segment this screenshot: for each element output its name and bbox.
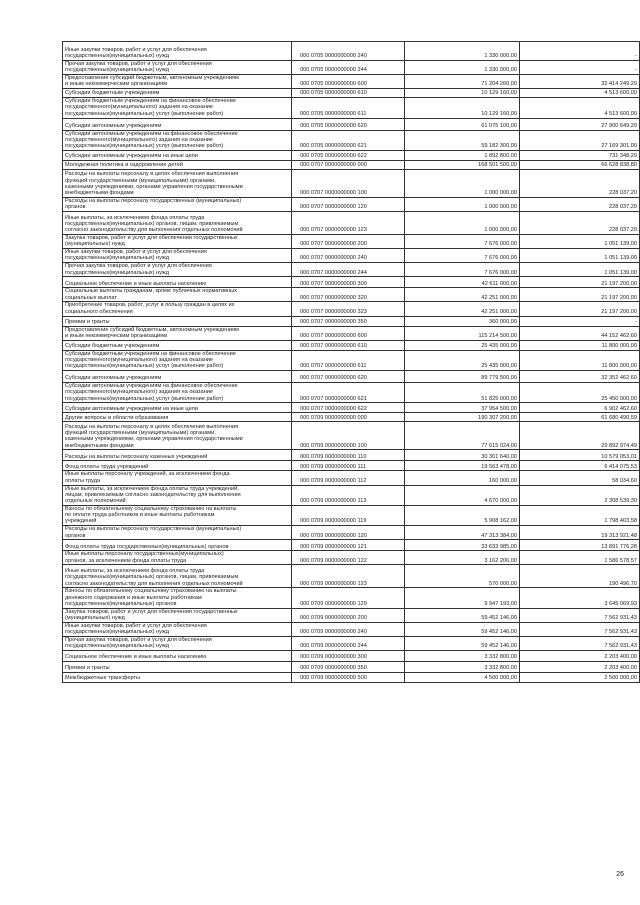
table-body [63,42,640,683]
row-fact-amount: 44 152 462,60 [520,326,640,340]
row-fact-amount: 25 450 000,00 [520,383,640,403]
row-name: Субсидии автономным учреждениям на иные цели [63,150,292,160]
row-code: 000 0705 0000000000 240 [292,42,405,61]
row-name: Прочая закупка товаров, работ и услуг для обеспечения государственных(муниципальных) нужд [63,637,292,651]
row-fact-amount: 29 892 974,49 [520,422,640,450]
row-code: 000 0705 0000000000 600 [292,75,405,89]
row-name: Социальное обеспечение и иные выплаты населению [63,277,292,288]
table-row [63,130,640,150]
table-row [63,551,640,565]
row-plan-amount: 59 452 146,00 [405,608,520,622]
row-plan-amount: 42 251 000,00 [405,288,520,302]
row-code: 000 0705 0000000000 611 [292,98,405,118]
row-plan-amount: 115 214 500,00 [405,326,520,340]
row-plan-amount: 42 611 000,00 [405,277,520,288]
row-fact-amount: 3 645 069,93 [520,588,640,608]
table-row [63,75,640,89]
row-name: Расходы на выплаты персоналу государственных (муниципальных) органов [63,197,292,211]
row-plan-amount: 3 332 800,00 [405,662,520,673]
table-row [63,588,640,608]
row-name: Субсидии автономным учреждениям [63,371,292,383]
row-plan-amount: 1 000 000,00 [405,212,520,235]
row-fact-amount: 228 037,20 [520,169,640,197]
row-plan-amount: 7 676 000,00 [405,235,520,249]
row-name: Прочая закупка товаров, работ и услуг для обеспечения государственных(муниципальных) нужд [63,263,292,277]
row-plan-amount: 33 633 985,00 [405,540,520,551]
row-code: 000 0707 0000000000 123 [292,212,405,235]
row-fact-amount: 731 348,29 [520,150,640,160]
row-code: 000 0709 0000000000 240 [292,622,405,636]
row-code: 000 0705 0000000000 621 [292,130,405,150]
row-fact-amount: 32 352 462,60 [520,371,640,383]
row-plan-amount: 4 500 000,00 [405,673,520,683]
row-name: Субсидии бюджетным учреждениям [63,89,292,98]
row-fact-amount: 27 900 649,29 [520,118,640,130]
row-name: Взносы по обязательному социальному страхованию на выплаты денежного содержания и иные выплаты работникам государственных(муниципальных) органов [63,588,292,608]
row-name: Иные закупки товаров, работ и услуг для обеспечения государственных(муниципальных) нужд [63,42,292,61]
row-plan-amount: 1 000 000,00 [405,197,520,211]
row-fact-amount: 27 169 301,00 [520,130,640,150]
row-code: 000 0709 0000000000 111 [292,461,405,471]
row-plan-amount: 59 452 146,00 [405,622,520,636]
table-row [63,340,640,350]
row-fact-amount: 7 562 931,43 [520,637,640,651]
row-plan-amount: 5 908 162,00 [405,505,520,525]
row-code: 000 0709 0000000000 120 [292,526,405,540]
row-fact-amount: 6 902 462,60 [520,403,640,413]
row-fact-amount: 19 313 921,48 [520,526,640,540]
row-name: Расходы на выплаты персоналу казенных учреждений [63,450,292,461]
row-name: Расходы на выплаты персоналу в целях обеспечения выполнения функций государственными (муниципальными) органами, казенными учреждениями, органами управления государственными внебюджетными фондами [63,169,292,197]
row-code: 000 0707 0000000000 323 [292,302,405,316]
table-row [63,302,640,316]
table-row [63,662,640,673]
row-name: Приобретение товаров, работ, услуг в пользу граждан в целях их социального обеспечения [63,302,292,316]
row-plan-amount: 168 501 500,00 [405,160,520,169]
row-name: Субсидии бюджетным учреждениям [63,340,292,350]
table-row [63,471,640,485]
row-fact-amount: 66 628 838,80 [520,160,640,169]
row-plan-amount: 89 779 500,00 [405,371,520,383]
row-name: Предоставление субсидий бюджетным, автономным учреждениям и иным некоммерческим организациям [63,326,292,340]
row-code: 000 0707 0000000000 240 [292,249,405,263]
row-code: 000 0709 0000000000 129 [292,588,405,608]
row-fact-amount: 4 513 600,00 [520,89,640,98]
table-row [63,212,640,235]
row-plan-amount: 1 892 800,00 [405,150,520,160]
row-plan-amount: 25 435 000,00 [405,340,520,350]
row-plan-amount: 1 000 000,00 [405,169,520,197]
row-code: 000 0707 0000000000 200 [292,235,405,249]
row-code: 000 0709 0000000000 350 [292,662,405,673]
row-fact-amount: 6 414 075,53 [520,461,640,471]
row-code: 000 0709 0000000000 112 [292,471,405,485]
row-plan-amount: 7 676 000,00 [405,249,520,263]
table-row [63,169,640,197]
row-fact-amount: 1 051 139,00 [520,249,640,263]
row-plan-amount: 9 947 193,00 [405,588,520,608]
table-row [63,288,640,302]
table-row [63,526,640,540]
row-fact-amount: 7 562 931,43 [520,622,640,636]
row-code: 000 0707 0000000000 622 [292,403,405,413]
row-name: Субсидии автономным учреждениям на иные цели [63,403,292,413]
row-code: 000 0709 0000000000 110 [292,450,405,461]
table-row [63,326,640,340]
row-name: Субсидии бюджетным учреждениям на финансовое обеспечение государственного(муниципального) задания на оказание государственных(муниципальных) услуг (выполнение работ) [63,98,292,118]
row-fact-amount: 32 414 249,29 [520,75,640,89]
row-code: 000 0707 0000000000 120 [292,197,405,211]
page-number: 26 [616,871,624,878]
table-row [63,160,640,169]
row-fact-amount: 2 203 400,00 [520,651,640,662]
row-name: Иные закупки товаров, работ и услуг для обеспечения государственных(муниципальных) нужд [63,249,292,263]
row-code: 000 0707 0000000000 610 [292,340,405,350]
row-name: Иные выплаты персоналу учреждений, за исключением фонда оплаты труда [63,471,292,485]
row-plan-amount: 1 330 000,00 [405,61,520,75]
row-name: Субсидии автономным учреждениям на финансовое обеспечение государственного(муниципального) задания на оказание государственных(муниципальных) услуг (выполнение работ) [63,130,292,150]
row-name: Социальные выплаты гражданам, кроме публичных нормативных социальных выплат [63,288,292,302]
row-plan-amount: 190 307 200,00 [405,413,520,422]
table-row [63,371,640,383]
row-fact-amount: 10 579 053,01 [520,450,640,461]
row-name: Фонд оплаты труда учреждений [63,461,292,471]
row-code: 000 0707 0000000000 300 [292,277,405,288]
row-plan-amount: 59 452 146,00 [405,637,520,651]
row-plan-amount: 3 162 206,00 [405,551,520,565]
row-plan-amount: 19 563 478,00 [405,461,520,471]
table-row [63,150,640,160]
row-code: 000 0709 0000000000 244 [292,637,405,651]
row-fact-amount: 1 051 139,00 [520,235,640,249]
row-plan-amount: 51 825 000,00 [405,383,520,403]
row-fact-amount: 11 800 000,00 [520,350,640,370]
row-fact-amount: 1 586 578,57 [520,551,640,565]
row-name: Предоставление субсидий бюджетным, автономным учреждениям и иным некоммерческим организациям [63,75,292,89]
row-fact-amount: 2 203 400,00 [520,662,640,673]
row-plan-amount: 10 129 160,00 [405,98,520,118]
table-row [63,413,640,422]
row-fact-amount: 2 308 539,30 [520,485,640,505]
row-fact-amount: 2 500 000,00 [520,673,640,683]
row-name: Другие вопросы в области образования [63,413,292,422]
row-fact-amount: 228 037,20 [520,212,640,235]
row-name: Субсидии автономным учреждениям на финансовое обеспечение государственного(муниципального) задания на оказание государственных(муниципальных) услуг (выполнение работ) [63,383,292,403]
row-fact-amount: 4 513 600,00 [520,98,640,118]
row-plan-amount: 4 670 000,00 [405,485,520,505]
row-fact-amount: - [520,42,640,61]
table-row [63,263,640,277]
row-name: Расходы на выплаты персоналу в целях обеспечения выполнения функций государственными (муниципальными) органами, казенными учреждениями, органами управления государственными внебюджетными фондами [63,422,292,450]
row-name: Премии и гранты [63,662,292,673]
row-name: Иные закупки товаров, работ и услуг для обеспечения государственных(муниципальных) нужд [63,622,292,636]
table-row [63,42,640,61]
row-name: Закупка товаров, работ и услуг для обеспечения государственных (муниципальных) нужд [63,608,292,622]
table-row [63,350,640,370]
row-fact-amount: - [520,316,640,326]
row-fact-amount: - [520,61,640,75]
row-plan-amount: 1 330 000,00 [405,42,520,61]
row-plan-amount: 360 000,00 [405,316,520,326]
row-fact-amount: 1 798 403,58 [520,505,640,525]
row-code: 000 0705 0000000000 620 [292,118,405,130]
row-code: 000 0707 0000000000 611 [292,350,405,370]
row-name: Иные выплаты, за исключением фонда оплаты труда учреждений, лицам, привлекаемым согласно законодательству для выполнения отдельных полномочий [63,485,292,505]
row-fact-amount: 7 562 931,43 [520,608,640,622]
table-row [63,505,640,525]
row-name: Расходы на выплаты персоналу государственных (муниципальных) органов [63,526,292,540]
table-row [63,565,640,588]
row-plan-amount: 30 301 640,00 [405,450,520,461]
row-code: 000 0709 0000000000 500 [292,673,405,683]
row-code: 000 0705 0000000000 622 [292,150,405,160]
table-row [63,540,640,551]
row-name: Прочая закупка товаров, работ и услуг для обеспечения государственных(муниципальных) нужд [63,61,292,75]
table-row [63,608,640,622]
table-row [63,61,640,75]
row-plan-amount: 3 332 800,00 [405,651,520,662]
row-plan-amount: 61 075 100,00 [405,118,520,130]
row-code: 000 0707 0000000000 620 [292,371,405,383]
row-code: 000 0707 0000000000 244 [292,263,405,277]
table-row [63,118,640,130]
row-code: 000 0709 0000000000 200 [292,608,405,622]
row-name: Взносы по обязательному социальному страхованию на выплаты по оплате труда работников и иные выплаты работникам учреждений [63,505,292,525]
row-code: 000 0707 0000000000 000 [292,160,405,169]
row-fact-amount: 190 496,70 [520,565,640,588]
table-row [63,235,640,249]
table-row [63,89,640,98]
row-plan-amount: 47 313 384,00 [405,526,520,540]
row-plan-amount: 25 435 000,00 [405,350,520,370]
row-fact-amount: 228 037,20 [520,197,640,211]
row-code: 000 0709 0000000000 113 [292,485,405,505]
row-plan-amount: 160 000,00 [405,471,520,485]
table-row [63,622,640,636]
table-row [63,673,640,683]
table-row [63,485,640,505]
row-code: 000 0709 0000000000 122 [292,551,405,565]
row-name: Субсидии автономным учреждениям [63,118,292,130]
table-row [63,651,640,662]
row-name: Закупка товаров, работ и услуг для обеспечения государственных (муниципальных) нужд [63,235,292,249]
row-fact-amount: 11 800 000,00 [520,340,640,350]
row-plan-amount: 42 251 000,00 [405,302,520,316]
table-row [63,461,640,471]
row-plan-amount: 570 000,00 [405,565,520,588]
row-plan-amount: 71 204 260,00 [405,75,520,89]
row-name: Социальное обеспечение и иные выплаты населению [63,651,292,662]
row-name: Межбюджетные трансферты [63,673,292,683]
table-row [63,383,640,403]
table-row [63,450,640,461]
row-plan-amount: 37 954 500,00 [405,403,520,413]
table-row [63,197,640,211]
row-name: Иные выплаты, за исключением фонда оплаты труда государственных(муниципальных) органов, лицам, привлекаемым согласно законодательству для выполнения отдельных полномочий [63,212,292,235]
row-name: Иные выплаты персоналу государственных(муниципальных) органов, за исключением фонда оплаты труда [63,551,292,565]
row-fact-amount: 13 891 776,28 [520,540,640,551]
row-code: 000 0709 0000000000 300 [292,651,405,662]
budget-table [62,41,640,683]
row-name: Молодежная политика и оздоровление детей [63,160,292,169]
row-name: Фонд оплаты труда государственных(муниципальных) органов [63,540,292,551]
table-row [63,403,640,413]
row-fact-amount: 1 051 139,00 [520,263,640,277]
row-code: 000 0709 0000000000 123 [292,565,405,588]
table-row [63,277,640,288]
row-fact-amount: 21 197 200,00 [520,277,640,288]
row-code: 000 0709 0000000000 100 [292,422,405,450]
row-code: 000 0707 0000000000 320 [292,288,405,302]
row-plan-amount: 59 182 300,00 [405,130,520,150]
row-name: Субсидии бюджетным учреждениям на финансовое обеспечение государственного(муниципального) задания на оказание государственных(муниципальных) услуг (выполнение работ) [63,350,292,370]
row-plan-amount: 77 615 024,00 [405,422,520,450]
row-fact-amount: 58 034,60 [520,471,640,485]
row-code: 000 0709 0000000000 000 [292,413,405,422]
row-code: 000 0709 0000000000 121 [292,540,405,551]
row-name: Премии и гранты [63,316,292,326]
row-plan-amount: 7 676 000,00 [405,263,520,277]
row-code: 000 0707 0000000000 100 [292,169,405,197]
row-fact-amount: 61 680 490,59 [520,413,640,422]
row-fact-amount: 21 197 200,00 [520,288,640,302]
row-fact-amount: 21 197 200,00 [520,302,640,316]
table-row [63,316,640,326]
row-plan-amount: 10 129 160,00 [405,89,520,98]
row-name: Иные выплаты, за исключением фонда оплаты труда государственных(муниципальных) органов, лицам, привлекаемым согласно законодательству для выполнения отдельных полномочий [63,565,292,588]
table-row [63,422,640,450]
row-code: 000 0707 0000000000 600 [292,326,405,340]
row-code: 000 0707 0000000000 621 [292,383,405,403]
row-code: 000 0705 0000000000 610 [292,89,405,98]
row-code: 000 0705 0000000000 244 [292,61,405,75]
row-code: 000 0709 0000000000 119 [292,505,405,525]
table-row [63,637,640,651]
table-row [63,249,640,263]
row-code: 000 0707 0000000000 350 [292,316,405,326]
table-row [63,98,640,118]
